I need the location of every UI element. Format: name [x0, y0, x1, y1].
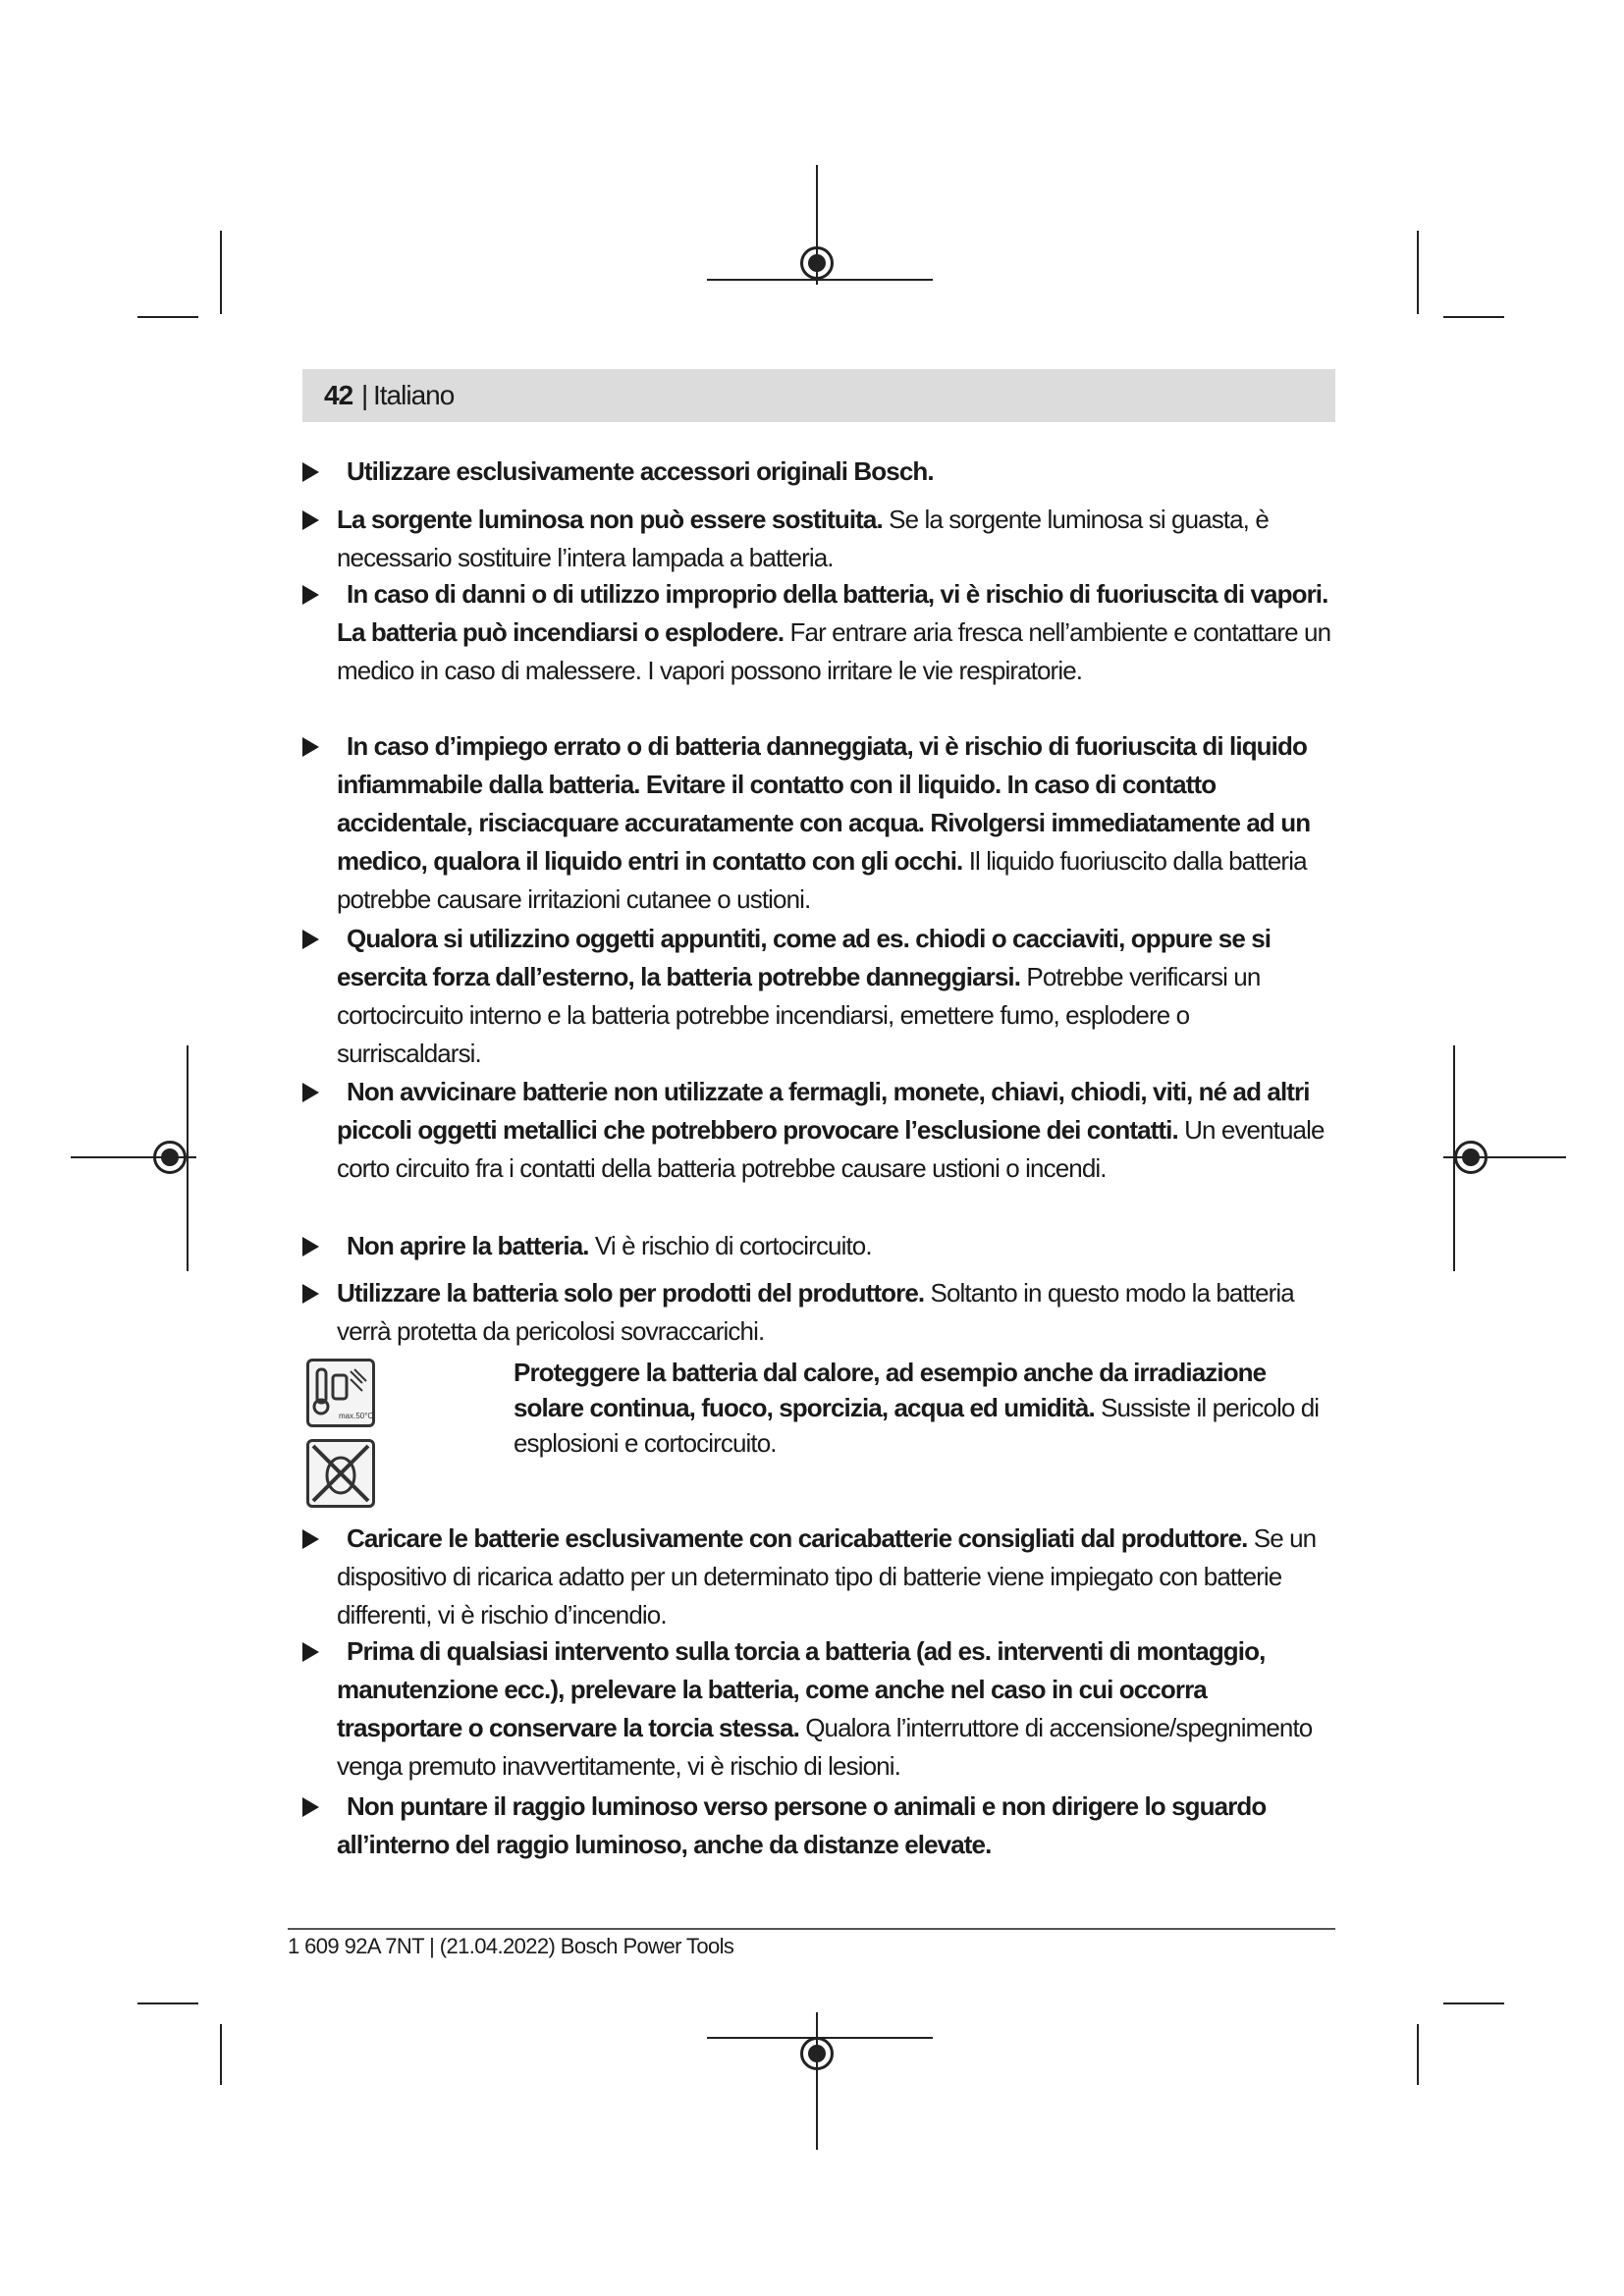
footer-divider — [288, 1928, 1335, 1930]
item-bold: Proteggere la batteria dal calore, ad esempio anche da irradiazione solare continua, fuoco, sporcizia, acqua ed umidità. — [514, 1358, 1267, 1422]
safety-item — [302, 575, 1337, 690]
item-text: Soltanto in questo modo la batteria verrà protetta da pericolosi sovraccarichi. — [337, 1278, 1294, 1346]
item-text: Se un dispositivo di ricarica adatto per un determinato tipo di batterie viene impiegato con batterie differenti, vi è rischio d’incendio. — [337, 1523, 1317, 1629]
item-text: Il liquido fuoriuscito dalla batteria potrebbe causare irritazioni cutanee o ustioni. — [337, 846, 1307, 914]
icon-label: max.50°C — [339, 1412, 372, 1420]
registration-mark-icon — [800, 2037, 834, 2070]
item-text: Vi è rischio di cortocircuito. — [588, 1231, 872, 1260]
bullet-triangle-icon — [302, 1529, 319, 1549]
safety-item — [302, 1632, 1337, 1786]
item-bold: La sorgente luminosa non può essere sostituita. — [337, 505, 883, 534]
item-text: Far entrare aria fresca nell’ambiente e contattare un medico in caso di malessere. I vapori possono irritare le vie respiratorie. — [337, 617, 1331, 685]
registration-mark-icon — [1454, 1141, 1488, 1174]
heat-max-50c-icon — [306, 1359, 375, 1427]
item-bold: Utilizzare esclusivamente accessori originali Bosch. — [347, 456, 934, 486]
item-text: Sussiste il pericolo di esplosioni e cortocircuito. — [514, 1393, 1320, 1458]
safety-item — [302, 920, 1337, 1073]
safety-item — [302, 501, 1337, 577]
safety-item — [302, 1788, 1337, 1864]
safety-item — [302, 727, 1337, 919]
item-bold: Qualora si utilizzino oggetti appuntiti, come ad es. chiodi o cacciaviti, oppure se si esercita forza dall’esterno, la batteria potrebbe danneggiarsi. — [337, 924, 1272, 991]
item-bold: Non aprire la batteria. — [347, 1231, 589, 1260]
section-language: Italiano — [373, 380, 455, 410]
item-bold: Prima di qualsiasi intervento sulla torcia a batteria (ad es. interventi di montaggio, manutenzione ecc.), prelevare la batteria, come anche nel caso in cui occorra trasportare o conservare la torcia stessa. — [337, 1636, 1266, 1742]
item-text: Qualora l’interruttore di accensione/spegnimento venga premuto inavvertitamente, vi è rischio di lesioni. — [337, 1713, 1313, 1781]
page-footer: 1 609 92A 7NT | (21.04.2022) Bosch Power Tools — [288, 1934, 734, 1958]
bullet-triangle-icon — [302, 585, 319, 605]
bullet-triangle-icon — [302, 462, 319, 482]
header-separator: | — [361, 380, 368, 410]
bullet-triangle-icon — [302, 1642, 319, 1662]
bullet-triangle-icon — [302, 1797, 319, 1817]
item-text: Potrebbe verificarsi un cortocircuito interno e la batteria potrebbe incendiarsi, emettere fumo, esplodere o surriscaldarsi. — [337, 962, 1261, 1068]
bullet-triangle-icon — [302, 930, 319, 949]
item-bold: In caso di danni o di utilizzo improprio della batteria, vi è rischio di fuoriuscita di vapori. La batteria può incendiarsi o esplodere. — [337, 579, 1328, 647]
item-bold: Caricare le batterie esclusivamente con caricabatterie consigliati dal produttore. — [347, 1523, 1248, 1553]
page-header — [302, 369, 1335, 422]
safety-item — [302, 1073, 1337, 1188]
safety-item — [302, 1274, 1337, 1351]
page-number: 42 — [324, 380, 353, 410]
item-text: Se la sorgente luminosa si guasta, è necessario sostituire l’intera lampada a batteria. — [337, 505, 1269, 572]
registration-mark-icon — [153, 1141, 187, 1174]
bullet-triangle-icon — [302, 1237, 319, 1256]
registration-mark-icon — [800, 246, 834, 280]
bullet-triangle-icon — [302, 1284, 319, 1304]
safety-item — [302, 453, 1337, 491]
bullet-triangle-icon — [302, 1083, 319, 1102]
safety-item — [302, 1227, 1337, 1265]
bullet-triangle-icon — [302, 510, 319, 530]
item-bold: Non avvicinare batterie non utilizzate a fermagli, monete, chiavi, chiodi, viti, né ad altri piccoli oggetti metallici che potrebbero provocare l’esclusione dei contatti. — [337, 1077, 1310, 1145]
heat-warning-text — [514, 1355, 1338, 1461]
warning-icons — [306, 1359, 375, 1520]
item-bold: Utilizzare la batteria solo per prodotti del produttore. — [337, 1278, 925, 1308]
safety-item — [302, 1520, 1337, 1634]
bullet-triangle-icon — [302, 737, 319, 757]
no-water-icon — [306, 1439, 375, 1508]
item-bold: In caso d’impiego errato o di batteria danneggiata, vi è rischio di fuoriuscita di liquido infiammabile dalla batteria. Evitare il contatto con il liquido. In caso di contatto accidentale, risciacquare accuratamente con acqua. Rivolgersi immediatamente ad un medico, qualora il liquido entri in contatto con gli occhi. — [337, 731, 1311, 876]
item-text: Un eventuale corto circuito fra i contatti della batteria potrebbe causare ustioni o incendi. — [337, 1115, 1325, 1183]
item-bold: Non puntare il raggio luminoso verso persone o animali e non dirigere lo sguardo all’interno del raggio luminoso, anche da distanze elevate. — [337, 1791, 1267, 1859]
